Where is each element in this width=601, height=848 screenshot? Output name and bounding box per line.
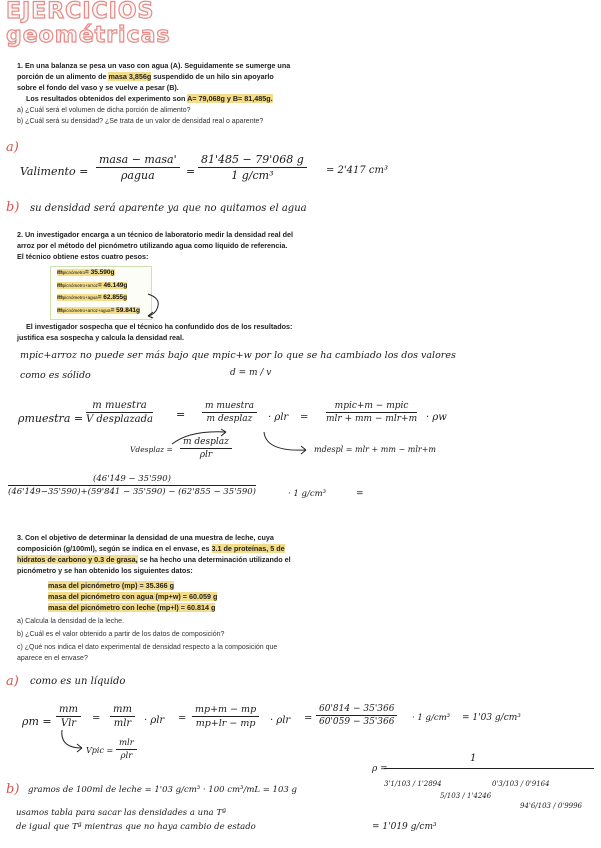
q3-data-row [48,602,215,613]
a3-lhs: ρm = [22,715,52,728]
q3-text-c: se ha hecho una determinación utilizando el [139,555,291,564]
q1-line-e [26,93,273,104]
a2-calc-num: (46'149 − 35'590) [8,474,256,486]
q1-text-b: porción de un alimento de [17,72,107,81]
a3-rho-2: · ρlr [270,715,291,726]
q3-text-a: 3. Con el objetivo de determinar la densidad de una muestra de leche, cuya [17,533,274,542]
a3-f4-num: 60'814 − 35'366 [316,704,397,716]
weight-row [51,280,151,293]
a3-f3-num: mp+m − mp [192,704,259,717]
a3-f1-den: Vlr [60,718,77,729]
q2-text-e: justifica esa sospecha y calcula la densidad real. [17,333,184,342]
a3-vsub-num: mlr [116,738,137,750]
a1-eq: = [186,165,196,178]
a2-eq: = [176,408,186,421]
a3-unit: · 1 g/cm³ [412,713,451,723]
curve-arrow-icon-3 [56,728,86,754]
a2-f2-num: m muestra [202,401,257,413]
a3-eq-3: = [304,713,313,724]
q1-text-c: suspendido de un hilo sin apoyarlo [153,72,274,81]
a1-result: = 2'417 cm³ [326,165,389,176]
a2-frac-2 [202,401,257,424]
q3-data-row [48,591,217,602]
weight-label: m [57,294,63,301]
a2-f2-den: m desplaz [206,414,253,424]
a3-frac-4 [316,704,397,727]
a2-line-2: como es sólido [20,370,91,381]
q1-text-d: sobre el fondo del vaso y se vuelve a pesar (B). [17,83,179,92]
weight-sub: picnómetro+arroz+agua [62,307,111,313]
q3-comp-2: hidratos de carbono y 0.3 de grasa, [17,555,138,564]
a2-f1-den: V desplazada [86,414,154,425]
a1-label-b: b) [6,200,20,215]
a2-f1-num: m muestra [86,400,153,413]
a3-rho-1: · ρlr [144,715,165,726]
a3-intro: como es un líquido [30,676,126,687]
curve-arrow-icon [170,428,230,448]
weight-row [51,292,151,305]
q3-sub-c2: aparece en el envase? [17,655,88,662]
a1-f1-den: ρagua [120,169,155,182]
title-line-2: geométricas [6,23,171,48]
weight-row [51,267,151,280]
q3-text-b: composición (g/100ml), según se indica en el envase, es [17,544,210,553]
a1-lhs: Valimento = [20,165,89,178]
q1-sub-b: b) ¿Cuál será su densidad? ¿Se trata de un valor de densidad real o aparente? [17,118,264,125]
a3-b-line: gramos de 100ml de leche = 1'03 g/cm³ · 100 cm³/mL = 103 g [28,785,297,795]
a2-lhs: ρmuestra = [18,412,84,425]
a2-line-1: mpic+arroz no puede ser más bajo que mpic+w por lo que se ha cambiado los dos valores [20,350,456,361]
a2-mdespl: mdespl = mlr + mm − mlr+m [314,445,436,454]
q1-results: A= 79,068g y B= 81,485g. [187,94,273,103]
a3-eq-2: = [178,713,187,724]
a1-frac-1 [96,153,180,182]
a1-f1-num: masa − masa' [96,153,180,168]
q3-data-0: masa del picnómetro (mp) = 35.366 g [48,581,175,590]
a3-term-1: 5/103 / 1'4246 [440,792,492,800]
a2-f4-den: ρlr [199,450,213,460]
q1-line-b [17,71,274,82]
a1-f2-num: 81'485 − 79'068 g [198,153,307,168]
a3-rho-num: 1 [470,753,477,764]
a3-vsub: Vpic = [86,746,114,755]
weight-row [51,305,151,318]
a3-frac-2 [110,704,135,729]
a3-label-a: a) [6,674,19,689]
a3-f2-den: mlr [113,718,132,729]
q2-text-d: El investigador sospecha que el técnico ha confundido dos de los resultados: [26,322,293,331]
a3-label-b: b) [6,782,20,797]
a2-f3-num: mpic+m − mpic [326,401,417,413]
q3-sub-a: a) Calcula la densidad de la leche. [17,618,125,625]
q2-weights-box [50,266,152,320]
weight-label: m [57,281,63,289]
a2-calc-eq: = [356,489,364,499]
a2-f3-den: mlr + mm − mlr+m [326,414,418,424]
weight-label: m [57,269,63,276]
q3-text-d: picnómetro y se han obtenido los siguientes datos: [17,566,193,575]
a3-term-2: 0'3/103 / 0'9164 [492,780,550,788]
q3-sub-c: c) ¿Qué nos indica el dato experimental de densidad respecto a la composición que [17,644,278,651]
q1-text-a: 1. En una balanza se pesa un vaso con agua (A). Seguidamente se sumerge una [17,61,291,70]
q2-text-a: 2. Un investigador encarga a un técnico de laboratorio medir la densidad real del [17,230,293,239]
a3-b-note-2: de igual que Tª mientras que no haya cambio de estado [16,822,256,832]
weight-sub: picnómetro+arroz [62,282,98,288]
weight-label: m [57,306,63,314]
title-line-1: EJERCICIOS [6,0,155,24]
weight-value: = 59.841g [110,306,141,314]
q3-data-row [48,580,174,591]
a3-f3-den: mp+lr − mp [195,718,256,729]
main-fraction-bar [384,768,594,769]
weight-value: = 46.149g [97,281,128,289]
q3-data-2: masa del picnómetro con leche (mp+l) = 60.814 g [48,603,216,612]
a2-f4-num: m desplaz [180,437,232,449]
q3-data-1: masa del picnómetro con agua (mp+w) = 60.059 g [48,592,218,601]
a2-calc [8,474,256,497]
a3-eq-1: = [92,713,101,724]
weight-value: = 35.590g [85,269,115,276]
a3-frac-1 [56,704,81,729]
q2-text-b: arroz por el método del picnómetro utilizando agua como líquido de referencia. [17,241,288,250]
a2-eq-2: = [300,412,309,423]
a2-rho-lr: · ρlr [268,412,289,423]
q1-sub-a: a) ¿Cuál será el volumen de dicha porción de alimento? [17,107,191,114]
a3-b-result: = 1'019 g/cm³ [372,822,437,832]
q3-line-b [17,543,285,554]
a1-f2-den: 1 g/cm³ [231,169,274,182]
a3-vsub-den: ρlr [120,751,133,761]
a3-result: = 1'03 g/cm³ [462,713,521,723]
weight-value: = 62.855g [97,294,128,301]
a3-term-0: 3'1/103 / 1'2894 [384,780,442,788]
a2-dmv: d = m / v [230,368,272,378]
a1-label-a: a) [6,140,19,155]
a3-f1-num: mm [56,704,81,717]
a2-calc-tail: · 1 g/cm³ [288,489,327,499]
q1-mass: masa 3,856g [108,72,152,81]
a2-calc-den: (46'149−35'590)+(59'841 − 35'590) − (62'855 − 35'590) [8,487,256,497]
curve-arrow-icon-2 [260,430,310,456]
a2-frac-3 [326,401,417,424]
a2-vdesplaz: Vdesplaz = [130,445,173,454]
a3-f2-num: mm [110,704,135,717]
q2-text-c: El técnico obtiene estos cuatro pesos: [17,252,149,261]
q1-text-e: Los resultados obtenidos del experimento son [26,94,186,103]
a3-f4-den: 60'059 − 35'366 [319,717,395,727]
a3-b-note-1: usamos tabla para sacar las densidades a una Tª [16,808,227,818]
a2-rho-w: · ρw [426,412,447,423]
weight-sub: picnómetro+agua [62,295,98,300]
a1-frac-2 [198,153,307,182]
q3-comp: 3.1 de proteínas, 5 de [211,544,285,553]
a3-vsub-frac [116,738,137,761]
a3-term-3: 94'6/103 / 0'9996 [520,802,583,810]
a3-frac-3 [192,704,259,729]
weight-sub: picnómetro [62,270,86,275]
a3-rho-eq: ρ = [372,764,388,774]
a1-answer-b: su densidad será aparente ya que no quitamos el agua [30,203,307,214]
q3-sub-b: b) ¿Cuál es el valor obtenido a partir de los datos de composición? [17,631,225,638]
q3-line-c [17,554,291,565]
swap-arrow-icon [146,290,166,320]
a2-frac-1 [86,400,153,425]
